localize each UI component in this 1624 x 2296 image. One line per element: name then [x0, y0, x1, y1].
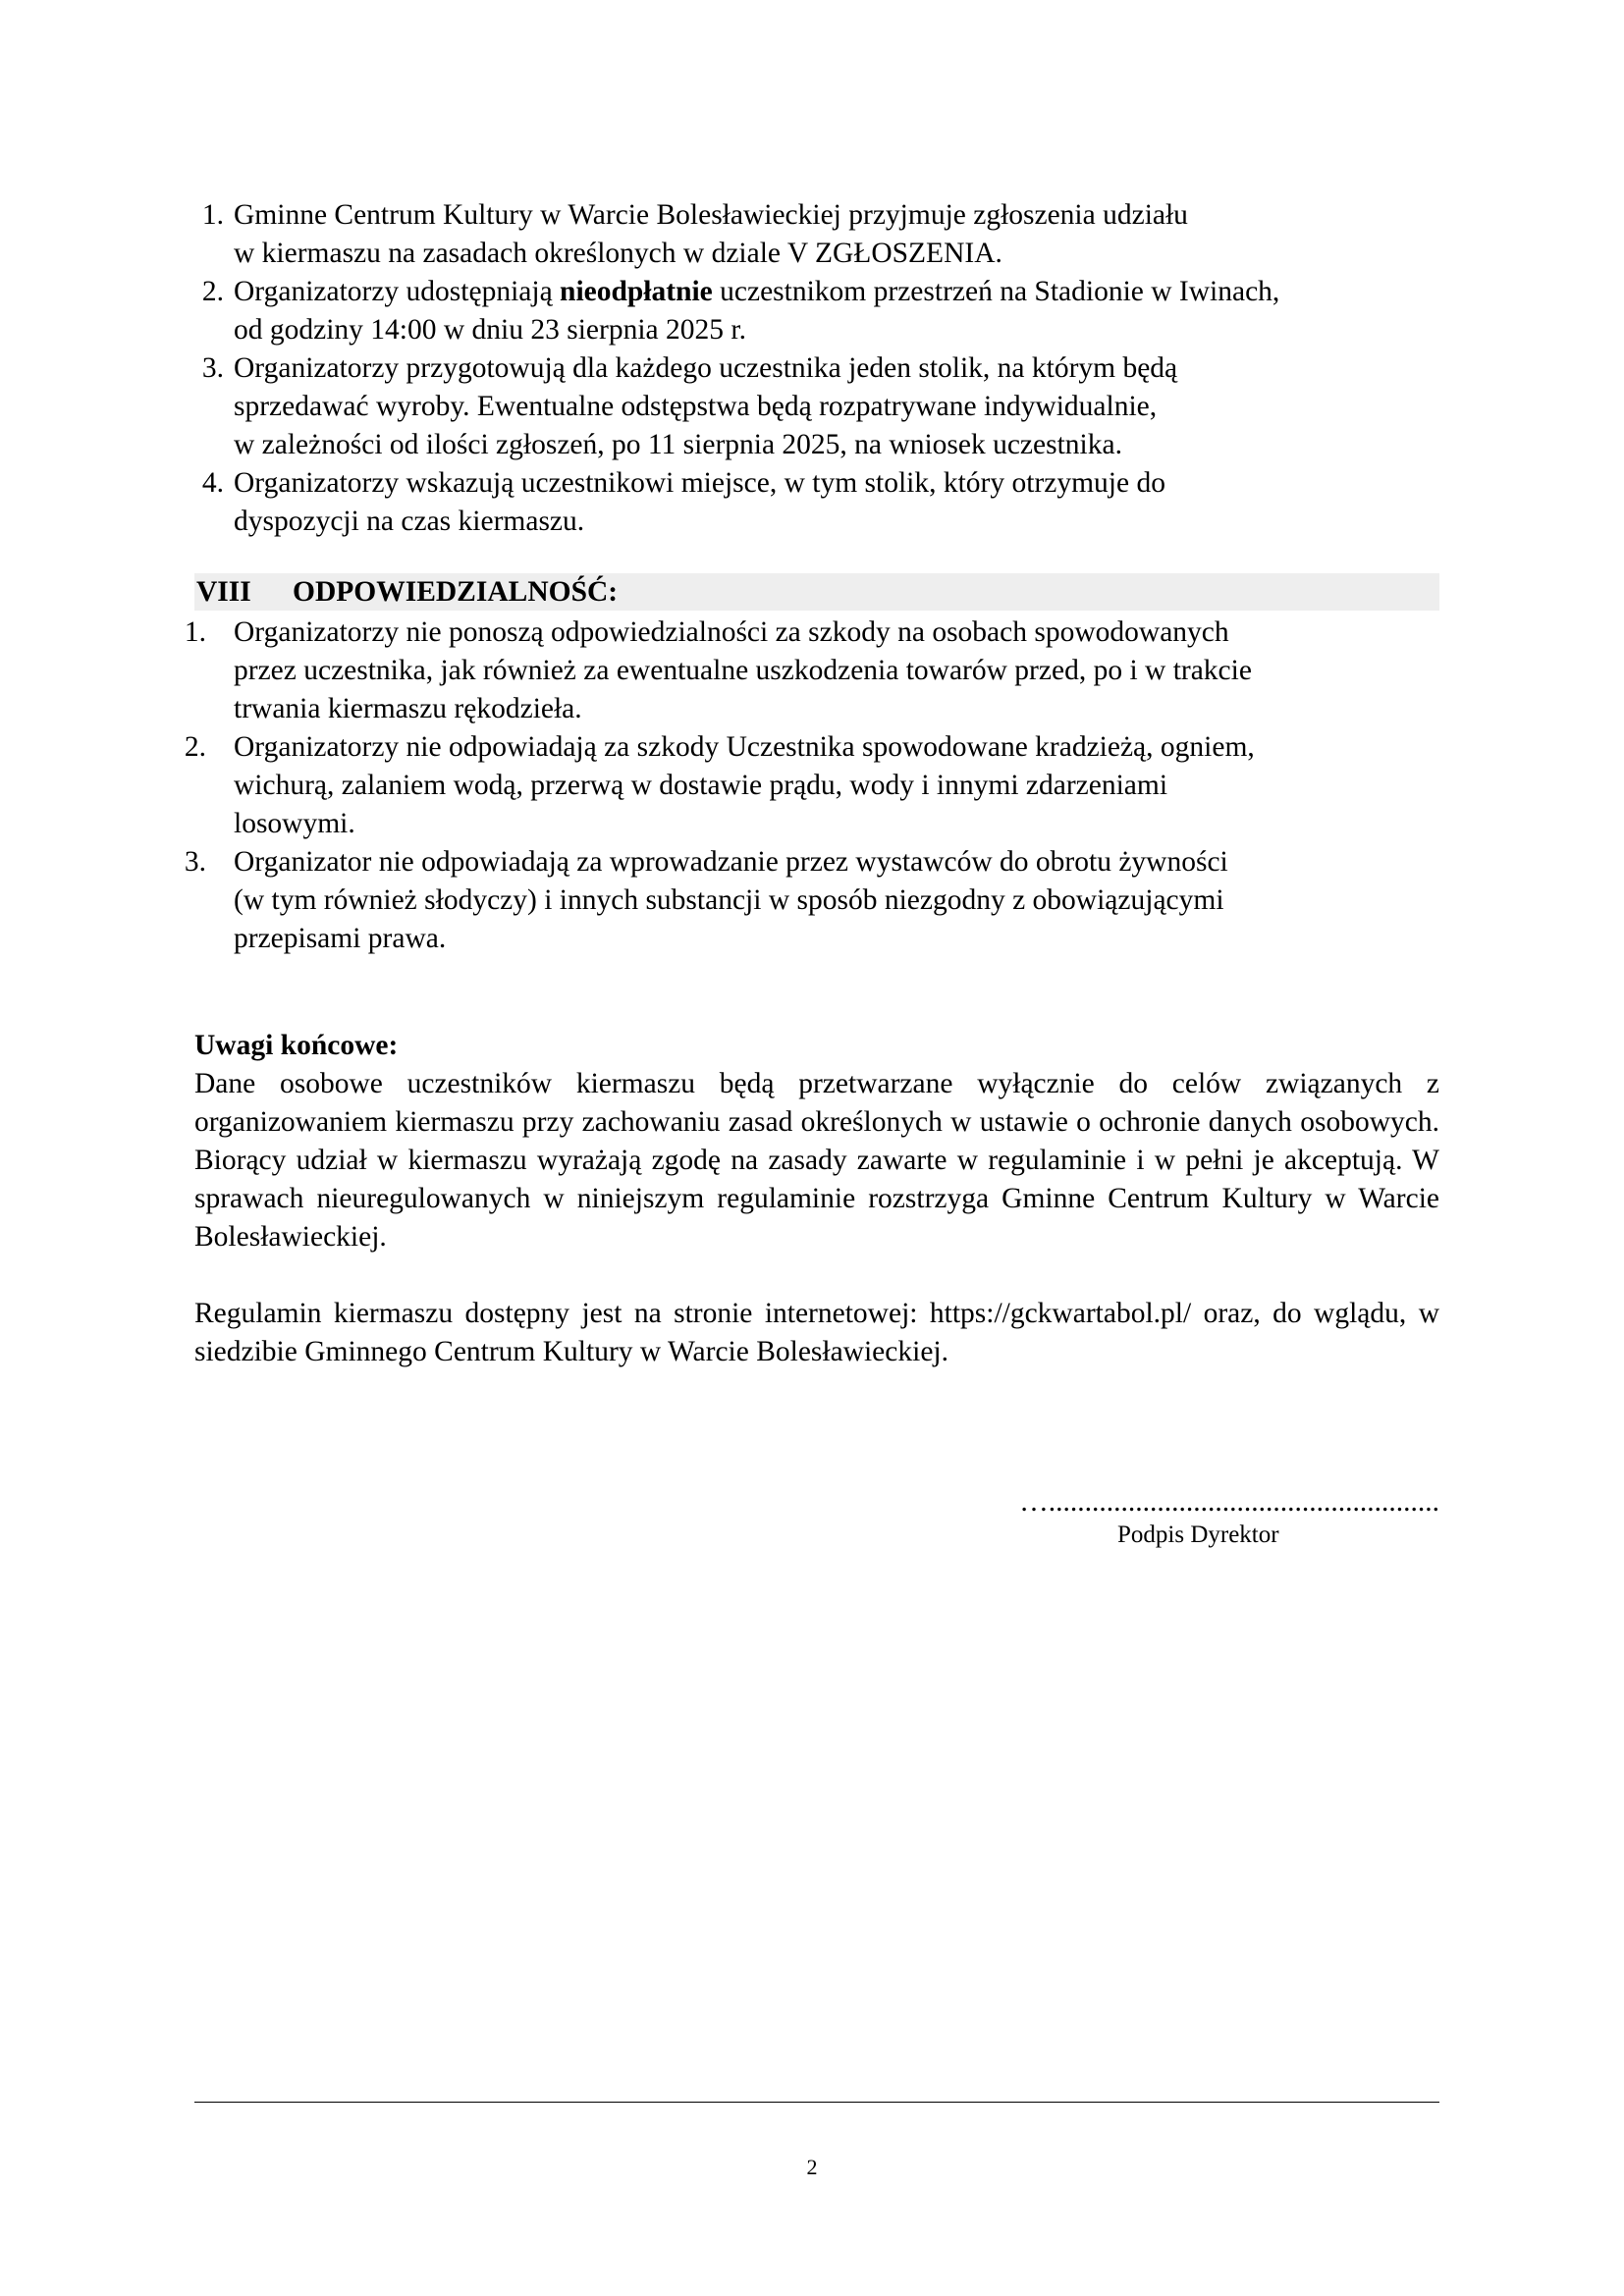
list-line: losowymi.	[234, 808, 355, 839]
signature-label: Podpis Dyrektor	[1117, 1522, 1279, 1548]
list-item-3	[194, 349, 1439, 464]
list-viii	[177, 614, 1422, 958]
list-line: Gminne Centrum Kultury w Warcie Bolesławieckiej przyjmuje zgłoszenia udziału	[234, 199, 1188, 231]
list-item-4	[194, 464, 1439, 541]
list-line: w kiermaszu na zasadach określonych w dziale V ZGŁOSZENIA.	[234, 238, 1002, 269]
list-line: przepisami prawa.	[234, 923, 447, 954]
footer-divider	[194, 2102, 1439, 2103]
list-line: Organizator nie odpowiadają za wprowadzanie przez wystawców do obrotu żywności	[234, 846, 1228, 878]
list-item-2	[177, 728, 1422, 843]
list-line: Organizatorzy nie ponoszą odpowiedzialności za szkody na osobach spowodowanych	[234, 616, 1229, 648]
final-notes-paragraph: Dane osobowe uczestników kiermaszu będą przetwarzane wyłącznie do celów związanych z organizowaniem kiermaszu przy zachowaniu zasad określonych w ustawie o ochronie danych osobowych. Biorący udział w kiermaszu wyrażają zgodę na zasady zawarte w regulaminie i w pełni je akceptują. W sprawach nieuregulowanych w niniejszym regulaminie rozstrzyga Gminne Centrum Kultury w Warcie Bolesławieckiej.	[194, 1068, 1439, 1253]
list-text: uczestnikom przestrzeń na Stadionie w Iwinach,	[712, 276, 1280, 307]
list-number: 1.	[201, 199, 224, 231]
list-item-2	[194, 273, 1439, 349]
page-number: 2	[806, 2155, 818, 2179]
list-number: 2.	[184, 731, 206, 763]
list-line: (w tym również słodyczy) i innych substancji w sposób niezgodny z obowiązującymi	[234, 884, 1224, 916]
list-line: dyspozycji na czas kiermaszu.	[234, 506, 585, 537]
list-item-1	[177, 614, 1422, 728]
list-number: 4.	[201, 467, 224, 499]
list-line: w zależności od ilości zgłoszeń, po 11 sierpnia 2025, na wniosek uczestnika.	[234, 429, 1122, 460]
list-top	[194, 196, 1439, 541]
list-number: 3.	[184, 846, 206, 878]
list-line: Organizatorzy wskazują uczestnikowi miejsce, w tym stolik, który otrzymuje do	[234, 467, 1165, 499]
final-notes	[194, 1027, 1439, 1371]
list-line: Organizatorzy nie odpowiadają za szkody Uczestnika spowodowane kradzieżą, ogniem,	[234, 731, 1255, 763]
list-number: 2.	[201, 276, 224, 307]
list-item-1	[194, 196, 1439, 273]
list-text: Organizatorzy udostępniają	[234, 276, 561, 307]
final-notes-title: Uwagi końcowe:	[194, 1030, 399, 1061]
list-line: od godziny 14:00 w dniu 23 sierpnia 2025 r.	[234, 314, 746, 346]
list-line	[234, 273, 1279, 311]
emphasis-text: nieodpłatnie	[560, 276, 713, 307]
list-item-3	[177, 843, 1422, 958]
list-line: wichurą, zalaniem wodą, przerwą w dostawie prądu, wody i innymi zdarzeniami	[234, 770, 1168, 801]
list-line: trwania kiermaszu rękodzieła.	[234, 693, 582, 724]
signature-line: …......................................................	[1019, 1486, 1439, 1518]
list-line: sprzedawać wyroby. Ewentualne odstępstwa będą rozpatrywane indywidualnie,	[234, 391, 1158, 422]
list-line: przez uczestnika, jak również za ewentualne uszkodzenia towarów przed, po i w trakcie	[234, 655, 1252, 686]
list-number: 3.	[201, 352, 224, 384]
section-title: ODPOWIEDZIALNOŚĆ:	[293, 576, 619, 608]
section-heading-viii	[194, 573, 1439, 611]
list-number: 1.	[184, 616, 206, 648]
list-line: Organizatorzy przygotowują dla każdego uczestnika jeden stolik, na którym będą	[234, 352, 1178, 384]
section-number: VIII	[196, 576, 251, 608]
availability-paragraph: Regulamin kiermaszu dostępny jest na stronie internetowej: https://gckwartabol.pl/ oraz, do wglądu, w siedzibie Gminnego Centrum Kultury w Warcie Bolesławieckiej.	[194, 1298, 1439, 1367]
